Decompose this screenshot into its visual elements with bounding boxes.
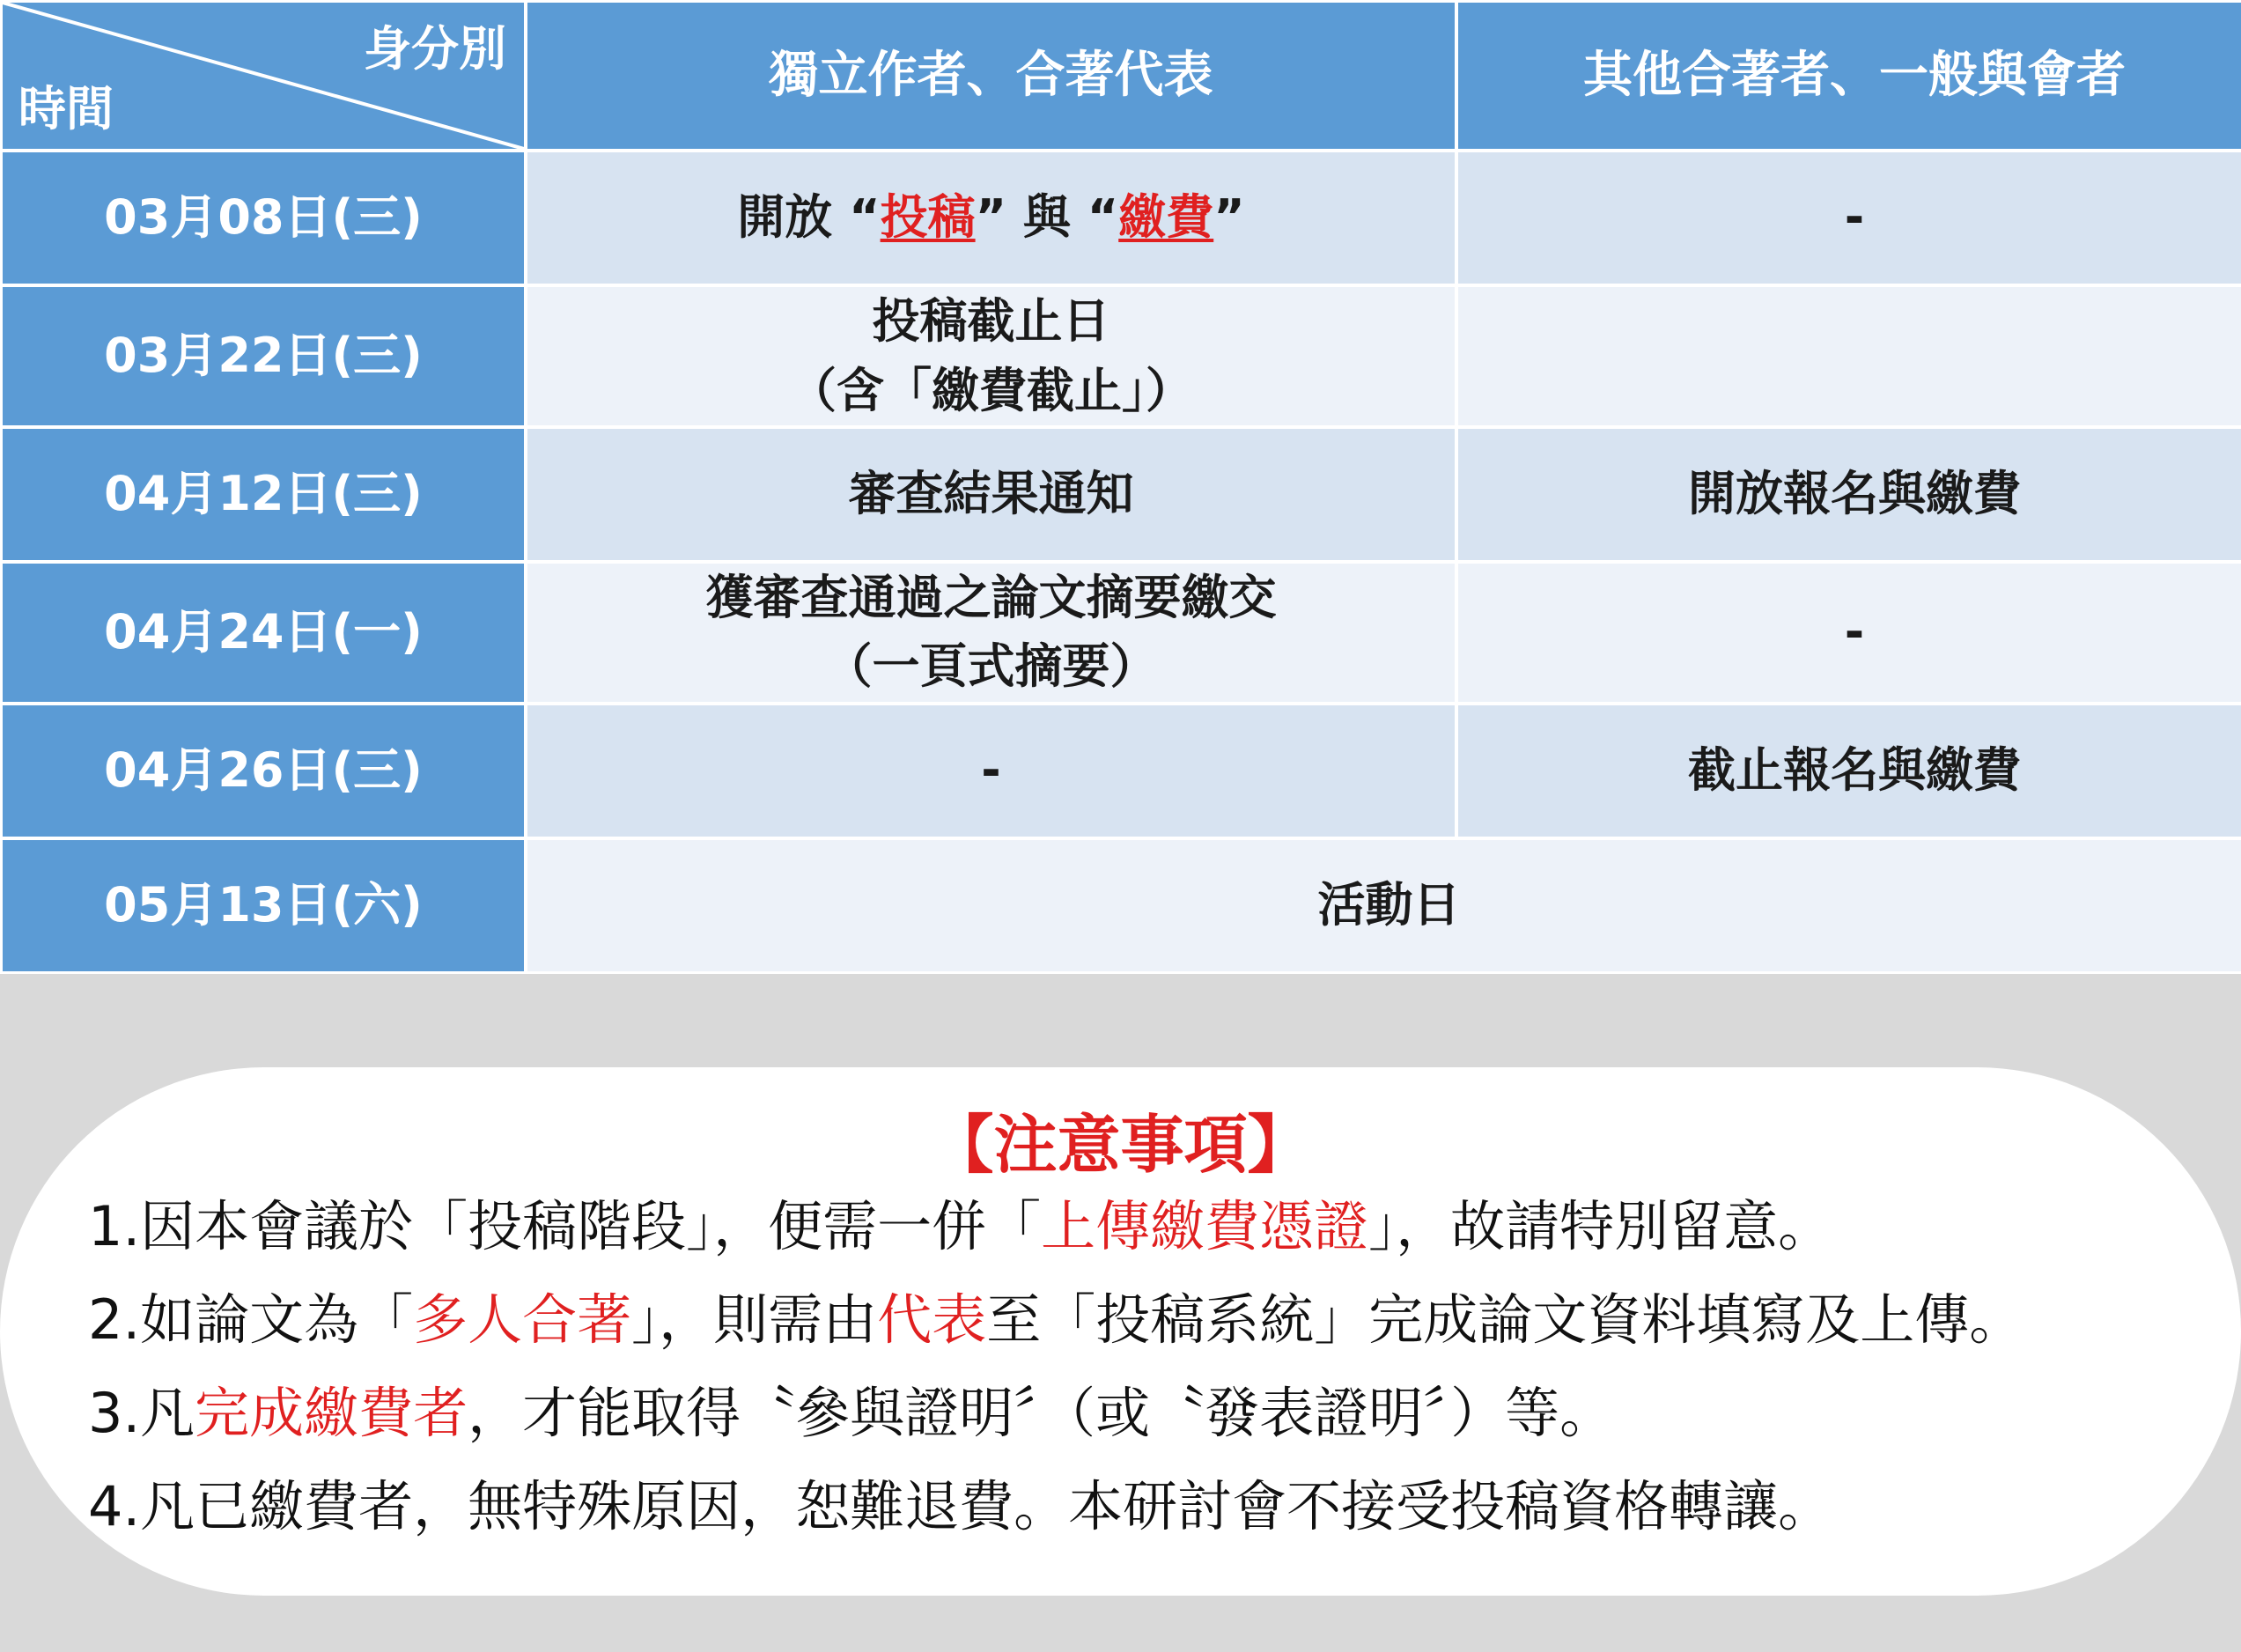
highlight-text: 上傳繳費憑證 <box>1041 1194 1369 1258</box>
cell-line: 獲審查通過之論文摘要繳交 <box>705 570 1277 625</box>
cell-line: 投稿截止日 <box>872 293 1110 350</box>
corner-time-label: 時間 <box>18 80 114 136</box>
header-attendee-column: 其他合著者、一般與會者 <box>1458 3 2241 149</box>
row-date: 04月24日(一) <box>3 564 524 702</box>
header-author-column: 獨立作者、合著代表 <box>527 3 1455 149</box>
highlight-text: 完成繳費者 <box>195 1381 468 1445</box>
row-author-cell: 審查結果通知 <box>527 429 1455 560</box>
notice-item-1: 1.因本會議於「投稿階段」，便需一併「上傳繳費憑證」，故請特別留意。 <box>88 1194 1833 1258</box>
row-attendee-cell: - <box>1458 152 2241 284</box>
cell-line: （含「繳費截止」） <box>789 362 1193 418</box>
row-author-cell: - <box>527 705 1455 837</box>
row-date: 04月26日(三) <box>3 705 524 837</box>
notice-item-4: 4.凡已繳費者，無特殊原因，恕難退費。本研討會不接受投稿資格轉讓。 <box>88 1474 1833 1538</box>
highlight-text: 代表 <box>877 1287 987 1352</box>
highlight-text: 多人合著 <box>413 1287 632 1352</box>
row-attendee-cell: 開放報名與繳費 <box>1458 429 2241 560</box>
row-date: 04月12日(三) <box>3 429 524 560</box>
submission-keyword: 投稿 <box>880 189 976 246</box>
open-submission-text: 開放 “投稿” 與 “繳費” <box>737 189 1245 246</box>
payment-keyword: 繳費 <box>1118 189 1214 246</box>
table-corner-cell <box>3 3 524 149</box>
row-author-cell <box>527 287 1455 425</box>
notice-list <box>88 1180 2206 1553</box>
row-date: 03月08日(三) <box>3 152 524 284</box>
corner-identity-label: 身分別 <box>364 21 506 77</box>
notice-title: 【注意事項】 <box>930 1108 1311 1182</box>
row-attendee-cell: 截止報名與繳費 <box>1458 705 2241 837</box>
row-author-cell <box>527 152 1455 284</box>
row-date: 03月22日(三) <box>3 287 524 425</box>
row-date: 05月13日(六) <box>3 840 524 971</box>
notice-item-2: 2.如論文為「多人合著」，則需由代表至「投稿系統」完成論文資料填寫及上傳。 <box>88 1287 2024 1352</box>
notice-item-3: 3.凡完成繳費者，才能取得〝參與證明〞（或〝發表證明〞）等。 <box>88 1381 1615 1445</box>
event-day-cell: 活動日 <box>527 840 2241 971</box>
notice-box <box>0 1067 2241 1596</box>
row-attendee-cell: - <box>1458 564 2241 702</box>
cell-line: （一頁式摘要） <box>824 638 1158 695</box>
row-attendee-cell <box>1458 287 2241 425</box>
row-author-cell <box>527 564 1455 702</box>
